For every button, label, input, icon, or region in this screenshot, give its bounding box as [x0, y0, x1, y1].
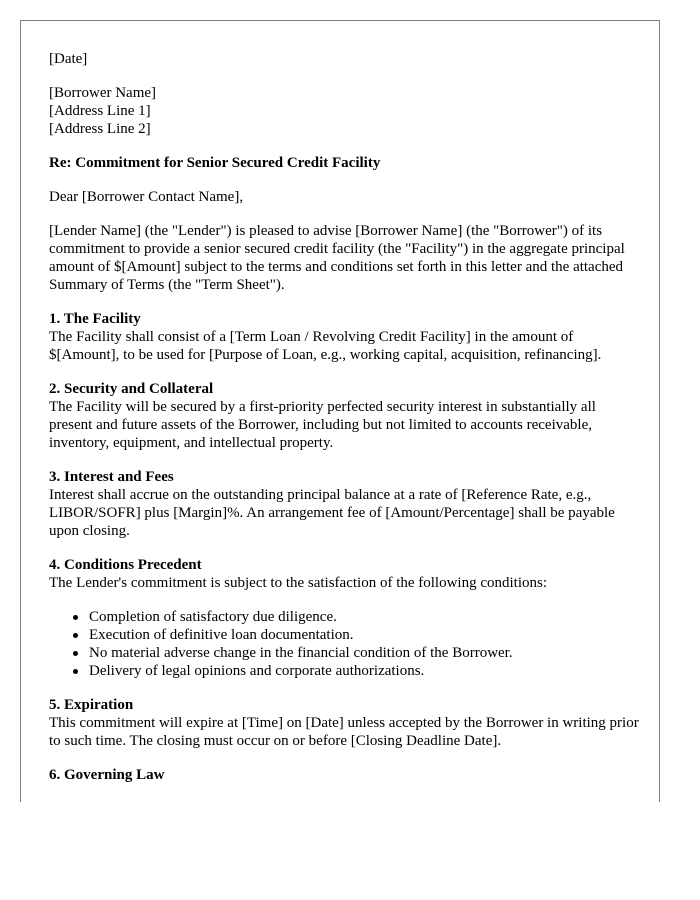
list-item-text: Completion of satisfactory due diligence. [89, 609, 337, 625]
bullet-dot-icon [73, 633, 78, 638]
section-conditions-precedent [49, 556, 639, 680]
section-interest-fees [49, 468, 639, 540]
list-item-text: Delivery of legal opinions and corporate authorizations. [89, 663, 425, 679]
list-item [89, 608, 639, 626]
letter-content [49, 50, 639, 800]
list-item [89, 662, 639, 680]
section-title: 2. Security and Collateral [49, 381, 214, 397]
section-body: Interest shall accrue on the outstanding principal balance at a rate of [Reference Rate, e.g., LIBOR/SOFR] plus [Margin]%. An arrangement fee of [Amount/Percentage] shall be payable upon closing. [49, 487, 615, 539]
bullet-dot-icon [73, 615, 78, 620]
letter-date [49, 50, 639, 68]
intro-paragraph: [Lender Name] (the "Lender") is pleased to advise [Borrower Name] (the "Borrower") of its commitment to provide a senior secured credit facility (the "Facility") in the aggregate principal amount of $[Amount] subject to the terms and conditions set forth in this letter and the attached Summary of Terms (the "Term Sheet"). [49, 223, 625, 293]
section-body: The Facility shall consist of a [Term Loan / Revolving Credit Facility] in the amount of $[Amount], to be used for [Purpose of Loan, e.g., working capital, acquisition, refinancing]. [49, 329, 602, 363]
section-title: 4. Conditions Precedent [49, 557, 202, 573]
section-expiration [49, 696, 639, 750]
bullet-dot-icon [73, 669, 78, 674]
list-item-text: Execution of definitive loan documentation. [89, 627, 354, 643]
section-body: The Lender's commitment is subject to the satisfaction of the following conditions: [49, 575, 548, 591]
salutation: Dear [Borrower Contact Name], [49, 189, 244, 205]
list-item-text: No material adverse change in the financial condition of the Borrower. [89, 645, 513, 661]
section-security-collateral [49, 380, 639, 452]
section-body: This commitment will expire at [Time] on [Date] unless accepted by the Borrower in writing prior to such time. The closing must occur on or before [Closing Deadline Date]. [49, 715, 639, 749]
subject-line: Re: Commitment for Senior Secured Credit Facility [49, 155, 381, 171]
section-body: The Facility will be secured by a first-priority perfected security interest in substantially all present and future assets of the Borrower, including but not limited to accounts receivable, inventory, equipment, and intellectual property. [49, 399, 596, 451]
address-line-2: [Address Line 2] [49, 121, 151, 137]
date-text: [Date] [49, 51, 88, 67]
list-item [89, 626, 639, 644]
section-title: 6. Governing Law [49, 767, 165, 783]
section-title: 5. Expiration [49, 697, 134, 713]
section-governing-law [49, 766, 639, 784]
bullet-dot-icon [73, 651, 78, 656]
recipient-address [49, 84, 639, 138]
conditions-list [49, 608, 639, 680]
letter-page [20, 20, 660, 802]
section-title: 3. Interest and Fees [49, 469, 174, 485]
address-line-borrower-name: [Borrower Name] [49, 85, 157, 101]
list-item [89, 644, 639, 662]
section-title: 1. The Facility [49, 311, 141, 327]
address-line-1: [Address Line 1] [49, 103, 151, 119]
section-facility [49, 310, 639, 364]
